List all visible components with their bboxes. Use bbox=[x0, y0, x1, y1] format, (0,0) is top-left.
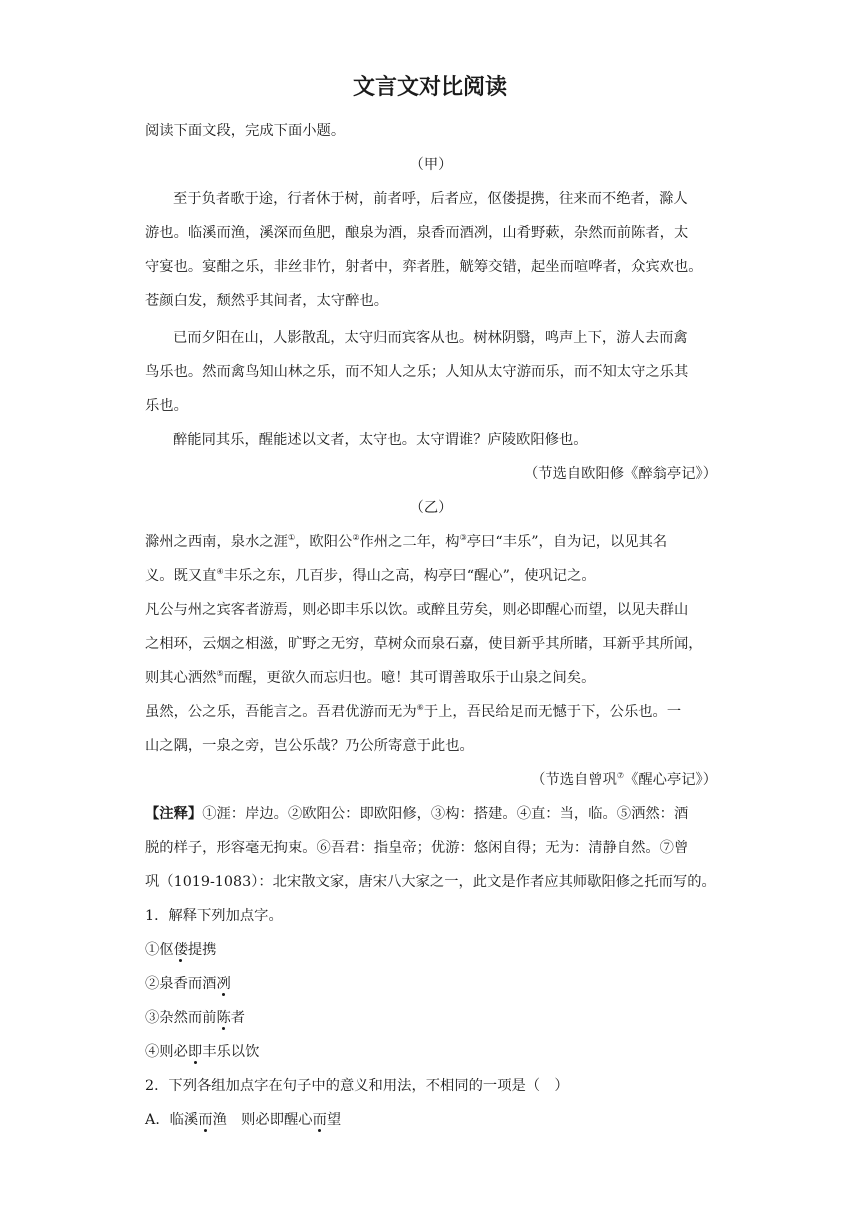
footnote-marker: ⑤ bbox=[216, 669, 224, 679]
question-1-item: ③杂然而前陈者 bbox=[145, 1010, 246, 1026]
passage-a-source: （节选自欧阳修《醉翁亭记》） bbox=[523, 466, 717, 482]
footnote-marker: ② bbox=[352, 533, 360, 543]
question-1-item: ④则必即丰乐以饮 bbox=[145, 1044, 260, 1060]
document-body bbox=[145, 114, 717, 1137]
page-title: 文言文对比阅读 bbox=[352, 75, 507, 100]
passage-b-source: （节选自曾巩⑦《醒心亭记》） bbox=[531, 771, 717, 788]
passage-a-line: 守宴也。宴酣之乐，非丝非竹，射者中，弈者胜，觥筹交错，起坐而喧哗者，众宾欢也。 bbox=[145, 259, 703, 275]
passage-a-line: 游也。临溪而渔，溪深而鱼肥，酿泉为酒，泉香而酒冽，山肴野蔌，杂然而前陈者，太 bbox=[145, 225, 689, 241]
passage-a-line: 乐也。 bbox=[145, 398, 188, 414]
passage-b-line: 山之隅，一泉之旁，岂公乐哉？乃公所寄意于此也。 bbox=[145, 738, 474, 754]
footnote-marker: ⑥ bbox=[416, 703, 424, 713]
passage-a-line: 至于负者歌于途，行者休于树，前者呼，后者应，伛偻提携，往来而不绝者，滁人 bbox=[173, 191, 688, 207]
dotted-char: 陈 bbox=[216, 1010, 231, 1026]
dotted-char: 偻 bbox=[173, 942, 188, 958]
dotted-char: 而 bbox=[312, 1112, 327, 1128]
passage-a-line: 鸟乐也。然而禽鸟知山林之乐，而不知人之乐；人知从太守游而乐，而不知太守之乐其 bbox=[145, 364, 689, 380]
dotted-char: 冽 bbox=[216, 976, 231, 992]
passage-b-line: 之相环，云烟之相滋，旷野之无穷，草树众而泉石嘉，使目新乎其所睹，耳新乎其所闻， bbox=[145, 636, 703, 652]
passage-b-line: 虽然，公之乐，吾能言之。吾君优游而无为⑥于上，吾民给足而无憾于下，公乐也。一 bbox=[145, 703, 682, 720]
dotted-char: 而 bbox=[198, 1112, 213, 1128]
instruction: 阅读下面文段，完成下面小题。 bbox=[145, 123, 346, 139]
notes-line: 【注释】①涯：岸边。②欧阳公：即欧阳修，③构：搭建。④直：当，临。⑤洒然：酒 bbox=[145, 806, 689, 822]
passage-b-line: 则其心洒然⑤而醒，更欲久而忘归也。噫！其可谓善取乐于山泉之间矣。 bbox=[145, 669, 596, 686]
notes-line: 巩（1019-1083）：北宋散文家，唐宋八大家之一，此文是作者应其师歇阳修之托而写的。 bbox=[145, 874, 716, 890]
question-1-item: ①伛偻提携 bbox=[145, 942, 217, 958]
footnote-marker: ③ bbox=[459, 533, 467, 543]
dotted-char: 即 bbox=[187, 1044, 203, 1060]
notes-label: 【注释】 bbox=[145, 806, 203, 822]
passage-a-label: （甲） bbox=[409, 157, 453, 173]
footnote-marker: ⑦ bbox=[616, 771, 625, 781]
footnote-marker: ④ bbox=[216, 567, 224, 577]
passage-a-line: 醉能同其乐，醒能述以文者，太守也。太守谓谁？庐陵欧阳修也。 bbox=[173, 432, 588, 448]
passage-b-line: 凡公与州之宾客者游焉，则必即丰乐以饮。或醉且劳矣，则必即醒心而望，以见夫群山 bbox=[145, 602, 689, 618]
passage-a-line: 苍颜白发，颓然乎其间者，太守醉也。 bbox=[145, 293, 389, 309]
passage-b-label: （乙） bbox=[409, 500, 453, 516]
passage-b-line: 义。既又直④丰乐之东，几百步，得山之高，构亭曰“醒心”，使巩记之。 bbox=[145, 567, 596, 584]
passage-b-line: 滁州之西南，泉水之涯①，欧阳公②作州之二年，构③亭曰“丰乐”，自为记，以见其名 bbox=[145, 533, 668, 550]
footnote-marker: ① bbox=[287, 533, 296, 543]
question-1-item: ②泉香而酒冽 bbox=[145, 976, 231, 992]
question-1-stem: 1．解释下列加点字。 bbox=[145, 908, 283, 924]
question-2-stem: 2．下列各组加点字在句子中的意义和用法，不相同的一项是（ ） bbox=[145, 1078, 569, 1094]
passage-a-line: 已而夕阳在山，人影散乱，太守归而宾客从也。树林阴翳，鸣声上下，游人去而禽 bbox=[173, 330, 688, 346]
notes-line: 脱的样子，形容毫无拘束。⑥吾君：指皇帝；优游：悠闲自得；无为：清静自然。⑦曾 bbox=[145, 840, 689, 856]
question-2-option-a: A．临溪而渔 则必即醒心而望 bbox=[145, 1112, 342, 1128]
